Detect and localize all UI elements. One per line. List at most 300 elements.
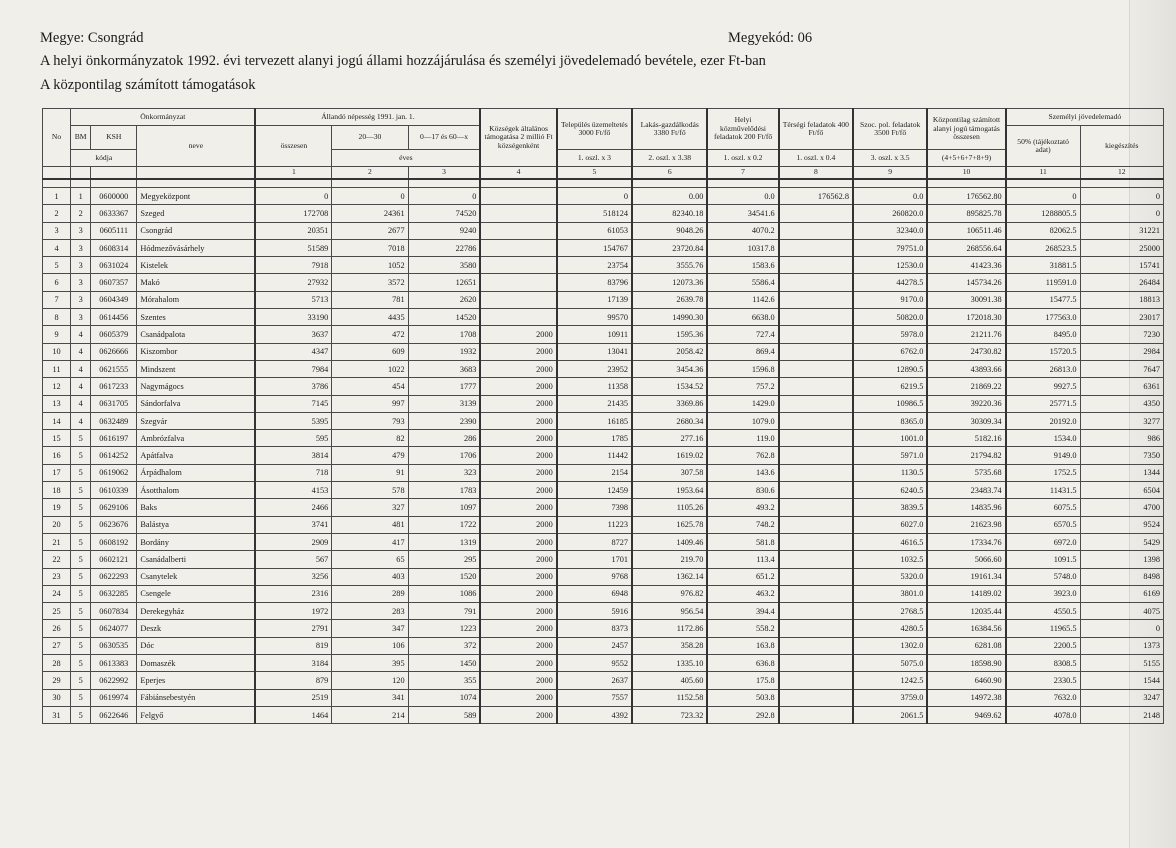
- row-helyi: 143.6: [707, 464, 778, 481]
- row-name: Csongrád: [137, 222, 256, 239]
- row-helyi: 1596.8: [707, 360, 778, 377]
- row-tersegi: [779, 378, 853, 395]
- row-telepules: 10911: [557, 326, 632, 343]
- row-lakas: 1534.52: [632, 378, 707, 395]
- row-20-30: 4435: [332, 309, 408, 326]
- column-number: 3: [408, 167, 480, 180]
- row-0-17: 2620: [408, 291, 480, 308]
- row-bm: 5: [71, 637, 91, 654]
- table-row: [43, 672, 1164, 689]
- row-tersegi: [779, 603, 853, 620]
- row-kieg: 18813: [1080, 291, 1163, 308]
- row-szja-50: 2200.5: [1006, 637, 1080, 654]
- table-row: [43, 291, 1164, 308]
- row-ksh-code: 0631024: [91, 257, 137, 274]
- row-0-17: 12651: [408, 274, 480, 291]
- row-szoc: 4616.5: [853, 533, 927, 550]
- row-kozsegek: 2000: [480, 706, 556, 723]
- row-kozp: 6460.90: [927, 672, 1005, 689]
- row-name: Szentes: [137, 309, 256, 326]
- row-osszesen: 1464: [255, 706, 331, 723]
- row-20-30: 347: [332, 620, 408, 637]
- row-name: Hódmezővásárhely: [137, 239, 256, 256]
- row-no: 11: [43, 360, 71, 377]
- row-telepules: 21435: [557, 395, 632, 412]
- row-telepules: 9768: [557, 568, 632, 585]
- row-tersegi: 176562.8: [779, 188, 853, 205]
- row-kozsegek: 2000: [480, 585, 556, 602]
- row-no: 24: [43, 585, 71, 602]
- column-number: 12: [1080, 167, 1163, 180]
- row-kozp: 16384.56: [927, 620, 1005, 637]
- row-kieg: 9524: [1080, 516, 1163, 533]
- row-kozp: 18598.90: [927, 655, 1005, 672]
- row-0-17: 372: [408, 637, 480, 654]
- col-helyi-header: Helyi közművelődési feladatok 200 Ft/fő: [707, 109, 778, 150]
- row-helyi: 757.2: [707, 378, 778, 395]
- row-szoc: 2768.5: [853, 603, 927, 620]
- row-lakas: 1152.58: [632, 689, 707, 706]
- row-szja-50: 1288805.5: [1006, 205, 1080, 222]
- row-szja-50: 3923.0: [1006, 585, 1080, 602]
- row-osszesen: 51589: [255, 239, 331, 256]
- row-kieg: 3277: [1080, 412, 1163, 429]
- table-row: [43, 430, 1164, 447]
- row-helyi: 636.8: [707, 655, 778, 672]
- row-helyi: 1079.0: [707, 412, 778, 429]
- row-lakas: 956.54: [632, 603, 707, 620]
- row-kieg: 7647: [1080, 360, 1163, 377]
- row-kieg: 4350: [1080, 395, 1163, 412]
- column-number: 2: [332, 167, 408, 180]
- row-ksh-code: 0608192: [91, 533, 137, 550]
- row-kieg: 5155: [1080, 655, 1163, 672]
- col-20-30-header: 20—30: [332, 126, 408, 150]
- row-szja-50: 15477.5: [1006, 291, 1080, 308]
- row-ksh-code: 0624077: [91, 620, 137, 637]
- row-helyi: 5586.4: [707, 274, 778, 291]
- row-lakas: 0.00: [632, 188, 707, 205]
- row-szoc: 1130.5: [853, 464, 927, 481]
- row-20-30: 578: [332, 482, 408, 499]
- row-tersegi: [779, 482, 853, 499]
- row-lakas: 9048.26: [632, 222, 707, 239]
- row-lakas: 2639.78: [632, 291, 707, 308]
- row-bm: 5: [71, 620, 91, 637]
- row-no: 7: [43, 291, 71, 308]
- row-ksh-code: 0622646: [91, 706, 137, 723]
- row-szoc: 1032.5: [853, 551, 927, 568]
- row-helyi: 163.8: [707, 637, 778, 654]
- row-szoc: 1302.0: [853, 637, 927, 654]
- row-szja-50: 4550.5: [1006, 603, 1080, 620]
- row-kozp: 895825.78: [927, 205, 1005, 222]
- row-tersegi: [779, 585, 853, 602]
- row-szoc: 2061.5: [853, 706, 927, 723]
- table-row: [43, 395, 1164, 412]
- row-osszesen: 20351: [255, 222, 331, 239]
- row-bm: 2: [71, 205, 91, 222]
- row-szja-50: 15720.5: [1006, 343, 1080, 360]
- table-row: [43, 412, 1164, 429]
- row-szja-50: 25771.5: [1006, 395, 1080, 412]
- row-bm: 4: [71, 378, 91, 395]
- row-name: Baks: [137, 499, 256, 516]
- row-osszesen: 879: [255, 672, 331, 689]
- row-telepules: 8373: [557, 620, 632, 637]
- row-lakas: 1953.64: [632, 482, 707, 499]
- row-kozsegek: [480, 205, 556, 222]
- header-gap-row: [43, 179, 1164, 188]
- row-helyi: 581.8: [707, 533, 778, 550]
- col-osszesen-header: összesen: [255, 126, 331, 167]
- row-kozsegek: [480, 309, 556, 326]
- row-bm: 5: [71, 706, 91, 723]
- row-ksh-code: 0616197: [91, 430, 137, 447]
- row-20-30: 472: [332, 326, 408, 343]
- row-kozp: 41423.36: [927, 257, 1005, 274]
- column-number: 5: [557, 167, 632, 180]
- row-szoc: 3839.5: [853, 499, 927, 516]
- table-row: [43, 533, 1164, 550]
- row-lakas: 307.58: [632, 464, 707, 481]
- row-kozsegek: [480, 257, 556, 274]
- row-name: Ásotthalom: [137, 482, 256, 499]
- row-telepules: 11223: [557, 516, 632, 533]
- row-lakas: 14990.30: [632, 309, 707, 326]
- row-ksh-code: 0610339: [91, 482, 137, 499]
- row-osszesen: 1972: [255, 603, 331, 620]
- row-bm: 4: [71, 326, 91, 343]
- row-no: 27: [43, 637, 71, 654]
- row-telepules: 4392: [557, 706, 632, 723]
- row-szoc: 8365.0: [853, 412, 927, 429]
- county-label: Megye: Csongrád: [40, 30, 144, 46]
- row-osszesen: 5713: [255, 291, 331, 308]
- row-bm: 5: [71, 603, 91, 620]
- row-bm: 4: [71, 395, 91, 412]
- row-szja-50: 8308.5: [1006, 655, 1080, 672]
- col-tersegi-header: Térségi feladatok 400 Ft/fő: [779, 109, 853, 150]
- row-bm: 3: [71, 257, 91, 274]
- row-tersegi: [779, 655, 853, 672]
- row-kozsegek: 2000: [480, 326, 556, 343]
- row-bm: 1: [71, 188, 91, 205]
- column-number: 4: [480, 167, 556, 180]
- row-helyi: 830.6: [707, 482, 778, 499]
- table-row: [43, 360, 1164, 377]
- row-helyi: 0.0: [707, 188, 778, 205]
- row-osszesen: 2791: [255, 620, 331, 637]
- row-tersegi: [779, 533, 853, 550]
- row-kieg: 4700: [1080, 499, 1163, 516]
- row-osszesen: 2909: [255, 533, 331, 550]
- row-szja-50: 4078.0: [1006, 706, 1080, 723]
- row-bm: 3: [71, 239, 91, 256]
- row-lakas: 3555.76: [632, 257, 707, 274]
- row-telepules: 16185: [557, 412, 632, 429]
- col-no-header: No: [43, 109, 71, 167]
- row-ksh-code: 0614456: [91, 309, 137, 326]
- row-20-30: 781: [332, 291, 408, 308]
- row-no: 21: [43, 533, 71, 550]
- row-helyi: 113.4: [707, 551, 778, 568]
- row-no: 14: [43, 412, 71, 429]
- row-kozsegek: 2000: [480, 360, 556, 377]
- row-bm: 5: [71, 689, 91, 706]
- col-szja-header: Személyi jövedelemadó: [1006, 109, 1164, 126]
- row-no: 8: [43, 309, 71, 326]
- row-bm: 5: [71, 655, 91, 672]
- col-50-header: 50% (tájékoztató adat): [1006, 126, 1080, 167]
- row-kozp: 14189.02: [927, 585, 1005, 602]
- row-no: 12: [43, 378, 71, 395]
- row-0-17: 3580: [408, 257, 480, 274]
- row-helyi: 34541.6: [707, 205, 778, 222]
- table-row: [43, 689, 1164, 706]
- row-bm: 5: [71, 430, 91, 447]
- row-kozsegek: 2000: [480, 672, 556, 689]
- row-lakas: 358.28: [632, 637, 707, 654]
- row-kozp: 5182.16: [927, 430, 1005, 447]
- row-0-17: 1223: [408, 620, 480, 637]
- row-kozp: 106511.46: [927, 222, 1005, 239]
- row-telepules: 5916: [557, 603, 632, 620]
- row-osszesen: 4153: [255, 482, 331, 499]
- row-name: Csanytelek: [137, 568, 256, 585]
- row-tersegi: [779, 568, 853, 585]
- row-osszesen: 7918: [255, 257, 331, 274]
- row-no: 26: [43, 620, 71, 637]
- row-tersegi: [779, 637, 853, 654]
- data-table: [42, 108, 1164, 724]
- row-helyi: 558.2: [707, 620, 778, 637]
- row-20-30: 997: [332, 395, 408, 412]
- row-helyi: 503.8: [707, 689, 778, 706]
- row-szoc: 32340.0: [853, 222, 927, 239]
- row-bm: 5: [71, 672, 91, 689]
- row-ksh-code: 0605379: [91, 326, 137, 343]
- row-szoc: 10986.5: [853, 395, 927, 412]
- row-telepules: 8727: [557, 533, 632, 550]
- row-name: Bordány: [137, 533, 256, 550]
- col-bm-header: BM: [71, 126, 91, 150]
- row-kozsegek: [480, 239, 556, 256]
- row-kozp: 21211.76: [927, 326, 1005, 343]
- table-row: [43, 447, 1164, 464]
- row-helyi: 651.2: [707, 568, 778, 585]
- row-20-30: 481: [332, 516, 408, 533]
- row-kozsegek: [480, 274, 556, 291]
- row-lakas: 1335.10: [632, 655, 707, 672]
- row-szoc: 5075.0: [853, 655, 927, 672]
- row-0-17: 1777: [408, 378, 480, 395]
- row-kozsegek: 2000: [480, 412, 556, 429]
- row-kozsegek: [480, 291, 556, 308]
- row-20-30: 0: [332, 188, 408, 205]
- row-bm: 5: [71, 499, 91, 516]
- row-20-30: 1022: [332, 360, 408, 377]
- row-tersegi: [779, 360, 853, 377]
- table-row: [43, 499, 1164, 516]
- table-row: [43, 222, 1164, 239]
- row-tersegi: [779, 239, 853, 256]
- row-kozp: 12035.44: [927, 603, 1005, 620]
- col-kodja-header: kódja: [71, 150, 137, 167]
- row-kozp: 176562.80: [927, 188, 1005, 205]
- row-telepules: 61053: [557, 222, 632, 239]
- table-row: [43, 309, 1164, 326]
- row-name: Mórahalom: [137, 291, 256, 308]
- row-0-17: 22786: [408, 239, 480, 256]
- row-szja-50: 82062.5: [1006, 222, 1080, 239]
- row-osszesen: 3814: [255, 447, 331, 464]
- row-szja-50: 6075.5: [1006, 499, 1080, 516]
- row-ksh-code: 0605111: [91, 222, 137, 239]
- row-20-30: 82: [332, 430, 408, 447]
- row-kozsegek: 2000: [480, 343, 556, 360]
- row-szja-50: 26813.0: [1006, 360, 1080, 377]
- row-name: Makó: [137, 274, 256, 291]
- row-20-30: 120: [332, 672, 408, 689]
- row-kozsegek: 2000: [480, 516, 556, 533]
- row-0-17: 0: [408, 188, 480, 205]
- row-helyi: 869.4: [707, 343, 778, 360]
- row-20-30: 793: [332, 412, 408, 429]
- row-telepules: 12459: [557, 482, 632, 499]
- row-szoc: 3759.0: [853, 689, 927, 706]
- row-tersegi: [779, 706, 853, 723]
- row-szoc: 5971.0: [853, 447, 927, 464]
- row-bm: 4: [71, 343, 91, 360]
- table-row: [43, 274, 1164, 291]
- row-tersegi: [779, 274, 853, 291]
- row-kozp: 19161.34: [927, 568, 1005, 585]
- row-lakas: 1625.78: [632, 516, 707, 533]
- row-tersegi: [779, 689, 853, 706]
- row-szoc: 6762.0: [853, 343, 927, 360]
- row-szja-50: 268523.5: [1006, 239, 1080, 256]
- row-ksh-code: 0633367: [91, 205, 137, 222]
- row-ksh-code: 0622293: [91, 568, 137, 585]
- col-helyi-formula: 1. oszl. x 0.2: [707, 150, 778, 167]
- row-name: Fábiánsebestyén: [137, 689, 256, 706]
- row-osszesen: 33190: [255, 309, 331, 326]
- row-0-17: 355: [408, 672, 480, 689]
- row-ksh-code: 0607834: [91, 603, 137, 620]
- row-20-30: 7018: [332, 239, 408, 256]
- row-bm: 5: [71, 464, 91, 481]
- row-name: Nagymágocs: [137, 378, 256, 395]
- row-helyi: 493.2: [707, 499, 778, 516]
- row-osszesen: 2466: [255, 499, 331, 516]
- table-row: [43, 516, 1164, 533]
- row-20-30: 609: [332, 343, 408, 360]
- row-kieg: 1373: [1080, 637, 1163, 654]
- row-osszesen: 2519: [255, 689, 331, 706]
- row-0-17: 1319: [408, 533, 480, 550]
- row-bm: 3: [71, 274, 91, 291]
- row-ksh-code: 0630535: [91, 637, 137, 654]
- row-no: 2: [43, 205, 71, 222]
- col-telepules-header: Település üzemeltetés 3000 Ft/fő: [557, 109, 632, 150]
- row-0-17: 295: [408, 551, 480, 568]
- row-20-30: 91: [332, 464, 408, 481]
- table-row: [43, 205, 1164, 222]
- row-no: 6: [43, 274, 71, 291]
- row-kozp: 5735.68: [927, 464, 1005, 481]
- row-lakas: 1105.26: [632, 499, 707, 516]
- row-telepules: 23952: [557, 360, 632, 377]
- row-name: Deszk: [137, 620, 256, 637]
- row-kieg: 25000: [1080, 239, 1163, 256]
- row-szoc: 12530.0: [853, 257, 927, 274]
- row-szja-50: 11965.5: [1006, 620, 1080, 637]
- row-kieg: 23017: [1080, 309, 1163, 326]
- table-row: [43, 464, 1164, 481]
- row-osszesen: 0: [255, 188, 331, 205]
- row-0-17: 1074: [408, 689, 480, 706]
- row-osszesen: 567: [255, 551, 331, 568]
- row-kozp: 145734.26: [927, 274, 1005, 291]
- col-kieg-header: kiegészítés: [1080, 126, 1163, 167]
- row-20-30: 395: [332, 655, 408, 672]
- row-bm: 5: [71, 516, 91, 533]
- row-kozp: 14835.96: [927, 499, 1005, 516]
- column-number: 11: [1006, 167, 1080, 180]
- row-kozp: 23483.74: [927, 482, 1005, 499]
- row-osszesen: 3786: [255, 378, 331, 395]
- row-kozsegek: [480, 188, 556, 205]
- row-telepules: 13041: [557, 343, 632, 360]
- col-0-17-header: 0—17 és 60—x: [408, 126, 480, 150]
- row-kozp: 14972.38: [927, 689, 1005, 706]
- row-kozsegek: 2000: [480, 655, 556, 672]
- row-name: Kiszombor: [137, 343, 256, 360]
- row-kieg: 986: [1080, 430, 1163, 447]
- row-osszesen: 3256: [255, 568, 331, 585]
- row-telepules: 0: [557, 188, 632, 205]
- row-no: 31: [43, 706, 71, 723]
- row-20-30: 341: [332, 689, 408, 706]
- row-kozsegek: 2000: [480, 603, 556, 620]
- row-lakas: 277.16: [632, 430, 707, 447]
- row-szoc: 0.0: [853, 188, 927, 205]
- row-tersegi: [779, 430, 853, 447]
- row-szoc: 5978.0: [853, 326, 927, 343]
- row-kozsegek: 2000: [480, 689, 556, 706]
- row-lakas: 2058.42: [632, 343, 707, 360]
- table-row: [43, 620, 1164, 637]
- row-szoc: 79751.0: [853, 239, 927, 256]
- row-helyi: 1429.0: [707, 395, 778, 412]
- row-tersegi: [779, 516, 853, 533]
- table-row: [43, 551, 1164, 568]
- row-kieg: 2148: [1080, 706, 1163, 723]
- table-row: [43, 239, 1164, 256]
- row-ksh-code: 0632285: [91, 585, 137, 602]
- row-bm: 5: [71, 568, 91, 585]
- row-lakas: 2680.34: [632, 412, 707, 429]
- col-neve-header: neve: [137, 126, 256, 167]
- row-name: Dóc: [137, 637, 256, 654]
- row-szja-50: 9927.5: [1006, 378, 1080, 395]
- row-kieg: 1398: [1080, 551, 1163, 568]
- row-helyi: 394.4: [707, 603, 778, 620]
- row-no: 25: [43, 603, 71, 620]
- row-bm: 3: [71, 309, 91, 326]
- row-ksh-code: 0632489: [91, 412, 137, 429]
